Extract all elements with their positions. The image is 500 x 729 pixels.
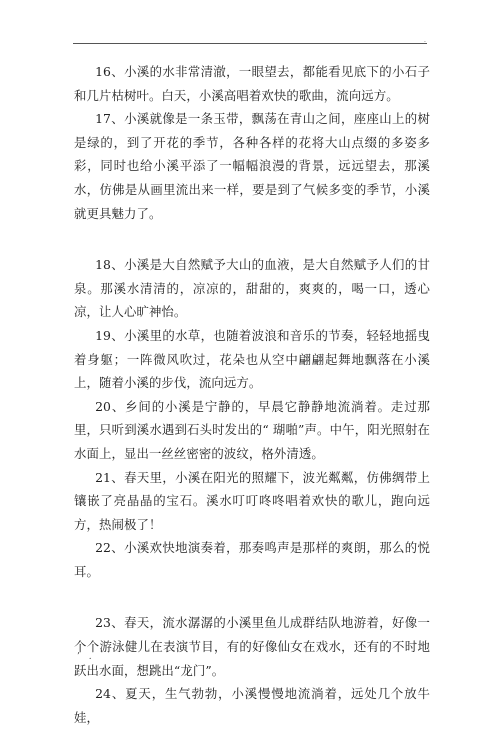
- header-rule: [73, 43, 427, 44]
- paragraph-24: 24、夏天，生气勃勃，小溪慢慢地流淌着，远处几个放牛娃，: [74, 686, 430, 725]
- paragraph-gap: [74, 225, 430, 253]
- paragraph-17: 17、小溪就像是一条玉带，飘荡在青山之间，座座山上的树是绿的，到了开花的季节，各种各样的花将大山点缀的多姿多彩，同时也给小溪平添了一幅幅浪漫的背景，远远望去，那溪水，仿佛是从画里流出来一样，要是到了气候多变的季节，小溪就更具魅力了。: [74, 111, 430, 221]
- paragraph-22: 22、小溪欢快地演奏着，那奏鸣声是那样的爽朗，那么的悦耳。: [74, 540, 430, 579]
- paragraph-16: 16、小溪的水非常清澈，一眼望去，都能看见底下的小石子和几片枯树叶。白天，小溪高唱着欢快的歌曲，流向远方。: [74, 64, 430, 103]
- paragraph-gap: [74, 583, 430, 611]
- paragraph-20: 20、乡间的小溪是宁静的，早晨它静静地流淌着。走过那里，只听到溪水遇到石头时发出的“ 瑚啪”声。中午，阳光照射在水面上，显出一丝丝密密的波纹，格外清透。: [74, 398, 430, 461]
- paragraph-23: 23、春天，流水潺潺的小溪里鱼儿成群结队地游着，好像一个个游泳健儿在表演节目，有的好像仙女在戏水，还有的不时地跃出水面，想跳出“龙门”。: [74, 615, 430, 678]
- header-mark: .: [424, 37, 426, 44]
- paragraph-18: 18、小溪是大自然赋予大山的血液，是大自然赋予人们的甘泉。那溪水清清的，凉凉的，甜甜的，爽爽的，喝一口，透心凉，让人心旷神怡。: [74, 257, 430, 320]
- footer-mark: ’ .: [77, 652, 95, 662]
- document-body: [74, 60, 430, 729]
- paragraph-19: 19、小溪里的水草，也随着波浪和音乐的节奏，轻轻地摇曳着身躯；一阵微风吹过，花朵也从空中翩翩起舞地飘落在小溪上，随着小溪的步伐，流向远方。: [74, 327, 430, 391]
- paragraph-21: 21、春天里，小溪在阳光的照耀下，波光粼粼，仿佛绸带上镶嵌了亮晶晶的宝石。溪水叮叮咚咚唱着欢快的歌儿，跑向远方，热闹极了！: [74, 469, 430, 532]
